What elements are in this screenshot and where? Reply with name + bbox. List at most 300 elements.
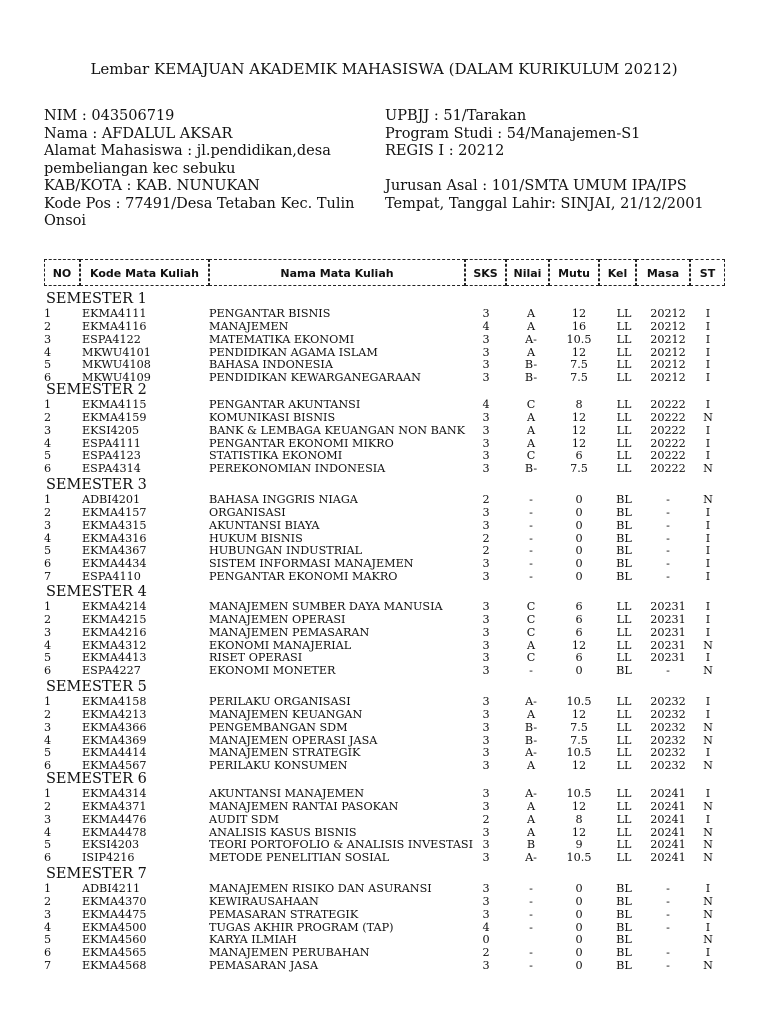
cell-sks: 3 bbox=[482, 518, 490, 532]
cell-kel: LL bbox=[616, 825, 632, 839]
semester-title: SEMESTER 1 bbox=[46, 291, 147, 307]
cell-sks: 2 bbox=[482, 812, 490, 826]
cell-nilai: A bbox=[526, 638, 536, 652]
cell-nilai: - bbox=[529, 920, 533, 934]
cell-kode: EKMA4213 bbox=[82, 707, 147, 721]
cell-nama: PEMASARAN STRATEGIK bbox=[209, 907, 359, 921]
cell-st: I bbox=[705, 371, 711, 385]
table-row bbox=[0, 787, 768, 800]
cell-nama: EKONOMI MANAJERIAL bbox=[209, 638, 352, 652]
cell-no: 7 bbox=[44, 959, 52, 973]
cell-nilai: - bbox=[529, 959, 533, 973]
cell-nama: PENDIDIKAN KEWARGANEGARAAN bbox=[209, 371, 421, 385]
cell-sks: 3 bbox=[482, 557, 490, 571]
cell-masa: 20232 bbox=[650, 707, 686, 721]
cell-st: N bbox=[703, 907, 713, 921]
cell-nilai: B- bbox=[524, 720, 538, 734]
cell-sks: 3 bbox=[482, 570, 490, 584]
cell-st: I bbox=[705, 449, 711, 463]
cell-kode: EKMA4366 bbox=[82, 720, 147, 734]
cell-sks: 3 bbox=[482, 436, 490, 450]
table-row bbox=[0, 346, 768, 359]
table-row bbox=[0, 493, 768, 506]
table-row bbox=[0, 570, 768, 583]
cell-masa: - bbox=[666, 882, 670, 895]
cell-masa: 20231 bbox=[650, 651, 686, 665]
cell-sks: 3 bbox=[482, 759, 490, 773]
cell-no: 2 bbox=[44, 894, 52, 908]
cell-mutu: 12 bbox=[571, 307, 587, 320]
cell-nama: EKONOMI MONETER bbox=[209, 664, 336, 678]
cell-kel: LL bbox=[616, 345, 632, 359]
cell-nama: SISTEM INFORMASI MANAJEMEN bbox=[209, 557, 414, 571]
cell-nama: MANAJEMEN SUMBER DAYA MANUSIA bbox=[209, 600, 443, 613]
upbjj-field: UPBJJ : 51/Tarakan bbox=[385, 108, 527, 124]
cell-no: 5 bbox=[44, 838, 52, 852]
cell-sks: 3 bbox=[482, 907, 490, 921]
cell-st: N bbox=[703, 733, 713, 747]
cell-sks: 2 bbox=[482, 544, 490, 558]
cell-nama: KEWIRAUSAHAAN bbox=[209, 894, 319, 908]
cell-no: 1 bbox=[44, 398, 52, 411]
cell-mutu: 6 bbox=[575, 449, 583, 463]
cell-nilai: A- bbox=[525, 695, 537, 708]
cell-no: 5 bbox=[44, 651, 52, 665]
cell-mutu: 7.5 bbox=[570, 358, 588, 372]
table-row bbox=[0, 708, 768, 721]
cell-no: 4 bbox=[44, 531, 52, 545]
cell-nilai: A bbox=[526, 319, 536, 333]
cell-nama: BANK & LEMBAGA KEUANGAN NON BANK bbox=[209, 423, 466, 437]
cell-st: I bbox=[705, 319, 711, 333]
cell-sks: 3 bbox=[482, 307, 490, 320]
cell-kel: LL bbox=[616, 612, 632, 626]
header-sks: SKS bbox=[465, 259, 506, 286]
cell-kode: ESPA4123 bbox=[82, 449, 141, 463]
table-row bbox=[0, 437, 768, 450]
cell-nilai: A bbox=[526, 812, 536, 826]
table-row bbox=[0, 921, 768, 934]
cell-nilai: B- bbox=[524, 462, 538, 476]
cell-masa: 20222 bbox=[650, 462, 686, 476]
cell-nama: MANAJEMEN RANTAI PASOKAN bbox=[209, 799, 399, 813]
cell-st: I bbox=[705, 332, 711, 346]
cell-nama: METODE PENELITIAN SOSIAL bbox=[209, 851, 390, 865]
cell-mutu: 9 bbox=[575, 838, 583, 852]
cell-st: I bbox=[705, 787, 711, 800]
cell-mutu: 8 bbox=[575, 398, 583, 411]
table-row bbox=[0, 358, 768, 371]
cell-kode: EKMA4312 bbox=[82, 638, 147, 652]
cell-kode: EKMA4565 bbox=[82, 946, 147, 960]
cell-kel: LL bbox=[616, 449, 632, 463]
header-masa: Masa bbox=[636, 259, 690, 286]
cell-masa: 20212 bbox=[650, 332, 686, 346]
cell-kel: LL bbox=[616, 812, 632, 826]
table-row bbox=[0, 838, 768, 851]
cell-kel: LL bbox=[616, 651, 632, 665]
cell-kode: ADBI4201 bbox=[82, 493, 141, 506]
cell-kel: BL bbox=[616, 531, 632, 545]
cell-nama: HUKUM BISNIS bbox=[209, 531, 303, 545]
cell-nilai: A bbox=[526, 410, 536, 424]
cell-masa: 20231 bbox=[650, 612, 686, 626]
cell-sks: 3 bbox=[482, 959, 490, 973]
table-row bbox=[0, 424, 768, 437]
cell-kel: LL bbox=[616, 307, 632, 320]
cell-no: 3 bbox=[44, 518, 52, 532]
cell-masa: - bbox=[666, 907, 670, 921]
cell-no: 6 bbox=[44, 462, 52, 476]
cell-sks: 3 bbox=[482, 799, 490, 813]
cell-kel: BL bbox=[616, 664, 632, 678]
cell-mutu: 0 bbox=[575, 959, 583, 973]
cell-kode: ADBI4211 bbox=[82, 882, 141, 895]
cell-nama: HUBUNGAN INDUSTRIAL bbox=[209, 544, 363, 558]
cell-kel: LL bbox=[616, 733, 632, 747]
cell-nama: MANAJEMEN KEUANGAN bbox=[209, 707, 363, 721]
cell-mutu: 10.5 bbox=[566, 851, 592, 865]
cell-sks: 3 bbox=[482, 695, 490, 708]
cell-kode: EKMA4157 bbox=[82, 505, 147, 519]
cell-nama: BAHASA INGGRIS NIAGA bbox=[209, 493, 358, 506]
cell-mutu: 0 bbox=[575, 505, 583, 519]
cell-mutu: 0 bbox=[575, 544, 583, 558]
cell-no: 1 bbox=[44, 695, 52, 708]
cell-sks: 3 bbox=[482, 664, 490, 678]
table-row bbox=[0, 933, 768, 946]
cell-no: 1 bbox=[44, 882, 52, 895]
cell-nilai: A bbox=[526, 307, 536, 320]
cell-st: N bbox=[703, 493, 713, 506]
cell-st: I bbox=[705, 600, 711, 613]
table-row bbox=[0, 320, 768, 333]
cell-kel: BL bbox=[616, 959, 632, 973]
cell-mutu: 0 bbox=[575, 894, 583, 908]
cell-masa: 20241 bbox=[650, 838, 686, 852]
cell-kel: LL bbox=[616, 799, 632, 813]
cell-nama: ANALISIS KASUS BISNIS bbox=[209, 825, 357, 839]
table-row bbox=[0, 959, 768, 972]
cell-kode: EKMA4414 bbox=[82, 746, 147, 760]
table-row bbox=[0, 639, 768, 652]
table-row bbox=[0, 734, 768, 747]
table-row bbox=[0, 600, 768, 613]
cell-mutu: 12 bbox=[571, 423, 587, 437]
cell-kel: LL bbox=[616, 371, 632, 385]
table-row bbox=[0, 651, 768, 664]
cell-no: 3 bbox=[44, 812, 52, 826]
cell-sks: 3 bbox=[482, 423, 490, 437]
cell-st: N bbox=[703, 851, 713, 865]
cell-kode: ESPA4122 bbox=[82, 332, 141, 346]
header-st: ST bbox=[690, 259, 725, 286]
cell-kode: EKMA4159 bbox=[82, 410, 147, 424]
cell-st: I bbox=[705, 695, 711, 708]
cell-nama: MANAJEMEN OPERASI JASA bbox=[209, 733, 378, 747]
cell-nilai: A bbox=[526, 799, 536, 813]
cell-mutu: 12 bbox=[571, 410, 587, 424]
cell-mutu: 10.5 bbox=[566, 695, 592, 708]
cell-st: I bbox=[705, 882, 711, 895]
cell-masa: 20222 bbox=[650, 398, 686, 411]
cell-st: I bbox=[705, 436, 711, 450]
cell-kel: LL bbox=[616, 398, 632, 411]
cell-st: I bbox=[705, 625, 711, 639]
cell-nama: MANAJEMEN PEMASARAN bbox=[209, 625, 370, 639]
cell-st: I bbox=[705, 398, 711, 411]
cell-masa: 20231 bbox=[650, 600, 686, 613]
cell-no: 4 bbox=[44, 638, 52, 652]
cell-sks: 3 bbox=[482, 707, 490, 721]
cell-kel: BL bbox=[616, 493, 632, 506]
cell-kode: EKSI4205 bbox=[82, 423, 140, 437]
cell-mutu: 10.5 bbox=[566, 332, 592, 346]
cell-nama: ORGANISASI bbox=[209, 505, 286, 519]
cell-mutu: 6 bbox=[575, 600, 583, 613]
cell-no: 3 bbox=[44, 625, 52, 639]
cell-nilai: B- bbox=[524, 358, 538, 372]
semester-title: SEMESTER 7 bbox=[46, 866, 147, 882]
header-kode: Kode Mata Kuliah bbox=[80, 259, 209, 286]
cell-mutu: 0 bbox=[575, 933, 583, 947]
cell-kode: EKMA4316 bbox=[82, 531, 147, 545]
cell-nama: TEORI PORTOFOLIO & ANALISIS INVESTASI bbox=[209, 838, 474, 852]
cell-mutu: 10.5 bbox=[566, 787, 592, 800]
table-row bbox=[0, 721, 768, 734]
cell-no: 6 bbox=[44, 946, 52, 960]
cell-no: 3 bbox=[44, 332, 52, 346]
cell-mutu: 7.5 bbox=[570, 720, 588, 734]
cell-mutu: 0 bbox=[575, 664, 583, 678]
cell-st: N bbox=[703, 894, 713, 908]
cell-sks: 3 bbox=[482, 651, 490, 665]
cell-kode: EKMA4478 bbox=[82, 825, 147, 839]
cell-no: 3 bbox=[44, 907, 52, 921]
cell-no: 2 bbox=[44, 612, 52, 626]
cell-mutu: 0 bbox=[575, 531, 583, 545]
cell-kel: BL bbox=[616, 894, 632, 908]
cell-nama: PENGANTAR EKONOMI MIKRO bbox=[209, 436, 394, 450]
cell-nama: MANAJEMEN OPERASI bbox=[209, 612, 346, 626]
cell-mutu: 7.5 bbox=[570, 371, 588, 385]
cell-masa: - bbox=[666, 493, 670, 506]
table-row bbox=[0, 557, 768, 570]
cell-nama: PENGEMBANGAN SDM bbox=[209, 720, 348, 734]
cell-nilai: A- bbox=[525, 332, 537, 346]
cell-mutu: 6 bbox=[575, 651, 583, 665]
table-row bbox=[0, 613, 768, 626]
semester-title: SEMESTER 6 bbox=[46, 771, 147, 787]
cell-st: N bbox=[703, 825, 713, 839]
table-row bbox=[0, 626, 768, 639]
cell-mutu: 10.5 bbox=[566, 746, 592, 760]
cell-masa: 20212 bbox=[650, 345, 686, 359]
cell-sks: 3 bbox=[482, 410, 490, 424]
cell-nilai: A- bbox=[525, 746, 537, 760]
cell-kel: LL bbox=[616, 600, 632, 613]
cell-kode: EKMA4560 bbox=[82, 933, 147, 947]
cell-kel: BL bbox=[616, 946, 632, 960]
cell-no: 5 bbox=[44, 449, 52, 463]
cell-sks: 3 bbox=[482, 787, 490, 800]
cell-nilai: - bbox=[529, 505, 533, 519]
cell-kel: LL bbox=[616, 462, 632, 476]
cell-no: 3 bbox=[44, 423, 52, 437]
cell-nilai: - bbox=[529, 557, 533, 571]
header-nama: Nama Mata Kuliah bbox=[209, 259, 465, 286]
cell-nilai: - bbox=[529, 907, 533, 921]
cell-no: 2 bbox=[44, 799, 52, 813]
header-mutu: Mutu bbox=[549, 259, 599, 286]
table-row bbox=[0, 746, 768, 759]
cell-nilai: - bbox=[529, 531, 533, 545]
cell-sks: 4 bbox=[482, 319, 490, 333]
cell-mutu: 0 bbox=[575, 946, 583, 960]
cell-masa: 20212 bbox=[650, 371, 686, 385]
cell-kode: MKWU4109 bbox=[82, 371, 151, 385]
regis-field: REGIS I : 20212 bbox=[385, 143, 505, 159]
cell-kode: EKMA4158 bbox=[82, 695, 147, 708]
cell-sks: 3 bbox=[482, 838, 490, 852]
cell-kode: EKMA4434 bbox=[82, 557, 147, 571]
cell-kel: LL bbox=[616, 410, 632, 424]
cell-st: I bbox=[705, 358, 711, 372]
cell-masa: 20212 bbox=[650, 307, 686, 320]
cell-kode: ESPA4111 bbox=[82, 436, 141, 450]
cell-mutu: 7.5 bbox=[570, 733, 588, 747]
cell-masa: 20222 bbox=[650, 436, 686, 450]
cell-sks: 3 bbox=[482, 825, 490, 839]
cell-nama: TUGAS AKHIR PROGRAM (TAP) bbox=[209, 920, 394, 934]
cell-kode: EKMA4115 bbox=[82, 398, 147, 411]
semester-title: SEMESTER 2 bbox=[46, 382, 147, 398]
cell-st: I bbox=[705, 946, 711, 960]
cell-no: 7 bbox=[44, 570, 52, 584]
cell-nama: MANAJEMEN STRATEGIK bbox=[209, 746, 361, 760]
cell-nilai: A bbox=[526, 759, 536, 773]
semester-title: SEMESTER 3 bbox=[46, 477, 147, 493]
cell-no: 4 bbox=[44, 920, 52, 934]
cell-no: 4 bbox=[44, 345, 52, 359]
cell-nama: PENGANTAR AKUNTANSI bbox=[209, 398, 361, 411]
cell-no: 6 bbox=[44, 371, 52, 385]
cell-kel: LL bbox=[616, 625, 632, 639]
cell-mutu: 0 bbox=[575, 882, 583, 895]
cell-masa: 20212 bbox=[650, 319, 686, 333]
cell-no: 4 bbox=[44, 436, 52, 450]
cell-nilai: A bbox=[526, 345, 536, 359]
cell-nama: PENGANTAR EKONOMI MAKRO bbox=[209, 570, 398, 584]
cell-no: 2 bbox=[44, 505, 52, 519]
cell-mutu: 6 bbox=[575, 625, 583, 639]
cell-masa: - bbox=[666, 920, 670, 934]
cell-no: 6 bbox=[44, 851, 52, 865]
cell-kode: EKMA4369 bbox=[82, 733, 147, 747]
cell-mutu: 0 bbox=[575, 518, 583, 532]
cell-mutu: 12 bbox=[571, 799, 587, 813]
cell-mutu: 0 bbox=[575, 907, 583, 921]
cell-nilai: - bbox=[529, 570, 533, 584]
cell-kel: BL bbox=[616, 518, 632, 532]
ttl-field: Tempat, Tanggal Lahir: SINJAI, 21/12/2001 bbox=[385, 195, 704, 212]
header-kel: Kel bbox=[599, 259, 636, 286]
cell-kel: LL bbox=[616, 838, 632, 852]
cell-st: N bbox=[703, 759, 713, 773]
cell-nilai: - bbox=[529, 518, 533, 532]
cell-nama: RISET OPERASI bbox=[209, 651, 303, 665]
cell-no: 1 bbox=[44, 493, 52, 506]
cell-kel: LL bbox=[616, 707, 632, 721]
cell-nilai: A bbox=[526, 825, 536, 839]
cell-no: 6 bbox=[44, 557, 52, 571]
cell-nama: BAHASA INDONESIA bbox=[209, 358, 333, 372]
cell-nama: KOMUNIKASI BISNIS bbox=[209, 410, 336, 424]
cell-sks: 3 bbox=[482, 612, 490, 626]
cell-masa: 20231 bbox=[650, 625, 686, 639]
cell-nilai: B- bbox=[524, 733, 538, 747]
cell-masa: - bbox=[666, 959, 670, 973]
cell-nilai: A bbox=[526, 436, 536, 450]
cell-kode: EKMA4476 bbox=[82, 812, 147, 826]
table-row bbox=[0, 544, 768, 557]
cell-masa: 20212 bbox=[650, 358, 686, 372]
cell-st: I bbox=[705, 531, 711, 545]
table-row bbox=[0, 532, 768, 545]
cell-masa: 20232 bbox=[650, 720, 686, 734]
cell-nilai: - bbox=[529, 946, 533, 960]
cell-mutu: 7.5 bbox=[570, 462, 588, 476]
table-row bbox=[0, 851, 768, 864]
cell-sks: 3 bbox=[482, 851, 490, 865]
cell-nilai: C bbox=[526, 612, 536, 626]
cell-sks: 3 bbox=[482, 345, 490, 359]
cell-nilai: B- bbox=[524, 371, 538, 385]
cell-mutu: 12 bbox=[571, 707, 587, 721]
cell-kel: BL bbox=[616, 920, 632, 934]
cell-no: 1 bbox=[44, 307, 52, 320]
cell-kel: LL bbox=[616, 358, 632, 372]
cell-nama: AUDIT SDM bbox=[209, 812, 280, 826]
cell-sks: 3 bbox=[482, 358, 490, 372]
table-row bbox=[0, 908, 768, 921]
page-title: Lembar KEMAJUAN AKADEMIK MAHASISWA (DALAM KURIKULUM 20212) bbox=[90, 60, 678, 78]
table-row bbox=[0, 882, 768, 895]
cell-nama: PEREKONOMIAN INDONESIA bbox=[209, 462, 386, 476]
cell-sks: 4 bbox=[482, 398, 490, 411]
cell-kode: EKMA4116 bbox=[82, 319, 147, 333]
cell-kode: EKMA4215 bbox=[82, 612, 147, 626]
cell-st: I bbox=[705, 812, 711, 826]
cell-no: 5 bbox=[44, 544, 52, 558]
cell-nilai: - bbox=[529, 894, 533, 908]
cell-sks: 3 bbox=[482, 720, 490, 734]
cell-no: 4 bbox=[44, 825, 52, 839]
table-row bbox=[0, 398, 768, 411]
cell-masa: 20241 bbox=[650, 812, 686, 826]
cell-nilai: C bbox=[526, 600, 536, 613]
cell-st: N bbox=[703, 638, 713, 652]
cell-kel: LL bbox=[616, 746, 632, 760]
cell-masa: 20241 bbox=[650, 825, 686, 839]
cell-kel: LL bbox=[616, 759, 632, 773]
table-row bbox=[0, 449, 768, 462]
cell-kel: BL bbox=[616, 882, 632, 895]
cell-kel: LL bbox=[616, 423, 632, 437]
cell-st: I bbox=[705, 345, 711, 359]
nim-field: NIM : 043506719 bbox=[44, 108, 175, 124]
cell-masa: - bbox=[666, 544, 670, 558]
